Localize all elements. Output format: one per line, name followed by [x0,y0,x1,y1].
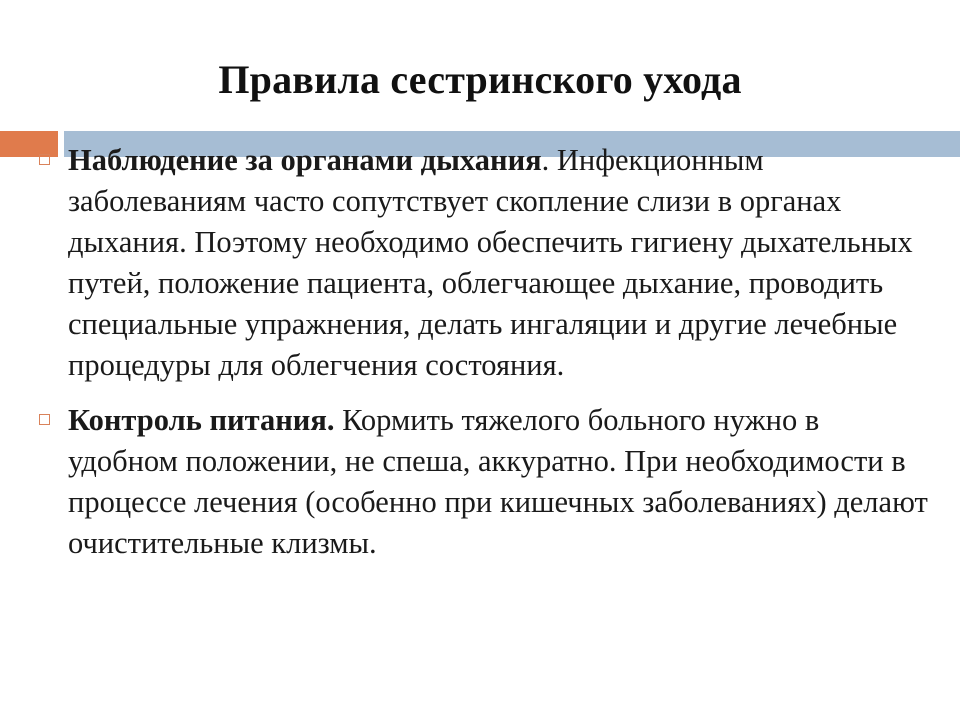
square-bullet-icon [39,414,50,425]
bullet-heading: Наблюдение за органами дыхания [68,143,542,177]
bullet-heading: Контроль питания. [68,403,335,437]
square-bullet-icon [39,154,50,165]
bullet-text: . Инфекционным заболеваниям часто сопутствует скопление слизи в органах дыхания. Поэтому необходимо обеспечить гигиену дыхательных путей, положение пациента, облегчающее дыхание, проводить специальные упражнения, делать ингаляции и другие лечебные процедуры для облегчения состояния. [68,143,913,382]
bullet-list [36,140,936,564]
slide-title: Правила сестринского ухода [218,57,742,102]
bullet-item-nutrition [36,400,936,564]
bullet-item-breathing [36,140,936,386]
bullet-text: Кормить тяжелого больного нужно в удобном положении, не спеша, аккуратно. При необходимости в процессе лечения (особенно при кишечных заболеваниях) делают очистительные клизмы. [68,403,928,560]
